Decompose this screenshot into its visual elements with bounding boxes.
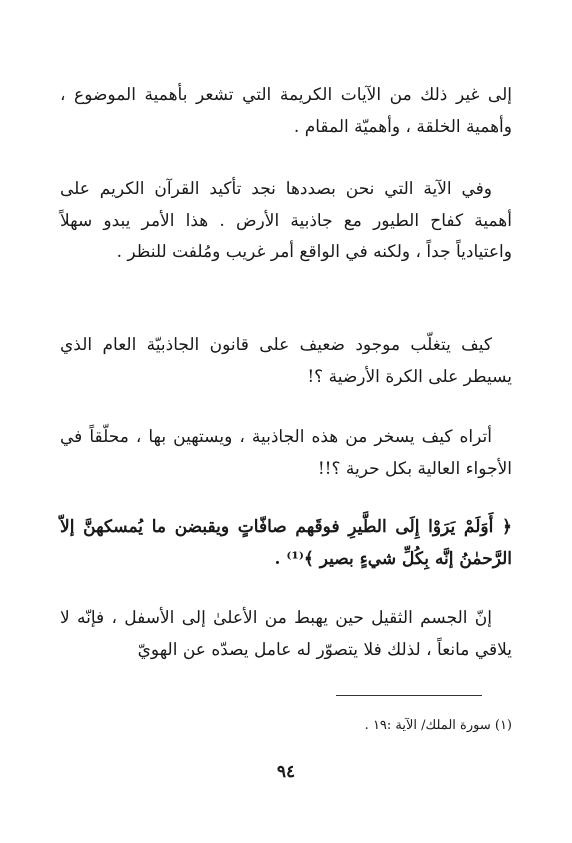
footnote-divider	[336, 695, 482, 696]
quran-verse: ﴿ أَوَلَمْ يَرَوْا إِلَى الطَّيرِ فوقَهم صافّاتٍ ويقبضن ما يُمسكهنَّ إلاّ الرَّحمٰنُ إنَّه بِكُلِّ شيءٍ بصير ﴾⁽¹⁾ .	[60, 517, 512, 569]
paragraph-heavy-body: إنّ الجسم الثقيل حين يهبط من الأعلىٰ إلى الأسفل ، فإنّه لا يلاقي مانعاً ، لذلك فلا يتصوّر له عامل يصدّه عن الهويّ	[60, 608, 512, 660]
paragraph-weak-creature: كيف يتغلّب موجود ضعيف على قانون الجاذبيّة العام الذي يسيطر على الكرة الأرضية ؟!	[60, 335, 512, 387]
paragraph-birds-gravity: وفي الآية التي نحن بصددها نجد تأكيد القرآن الكريم على أهمية كفاح الطيور مع جاذبية الأرض . هذا الأمر يبدو سهلاً واعتيادياً جداً ، ولكنه في الواقع أمر غريب ومُلفت للنظر .	[60, 179, 512, 262]
page-number: ٩٤	[276, 762, 296, 782]
paragraph-mocks-gravity: أتراه كيف يسخر من هذه الجاذبية ، ويستهين بها ، محلّقاً في الأجواء العالية بكل حرية ؟!!	[60, 427, 512, 479]
footnote: (١) سورة الملك/ الآية :١٩ .	[364, 718, 512, 733]
paragraph-verses-importance: إلى غير ذلك من الآيات الكريمة التي تشعر بأهمية الموضوع ، وأهمية الخلقة ، وأهميّة المقام .	[60, 85, 512, 137]
